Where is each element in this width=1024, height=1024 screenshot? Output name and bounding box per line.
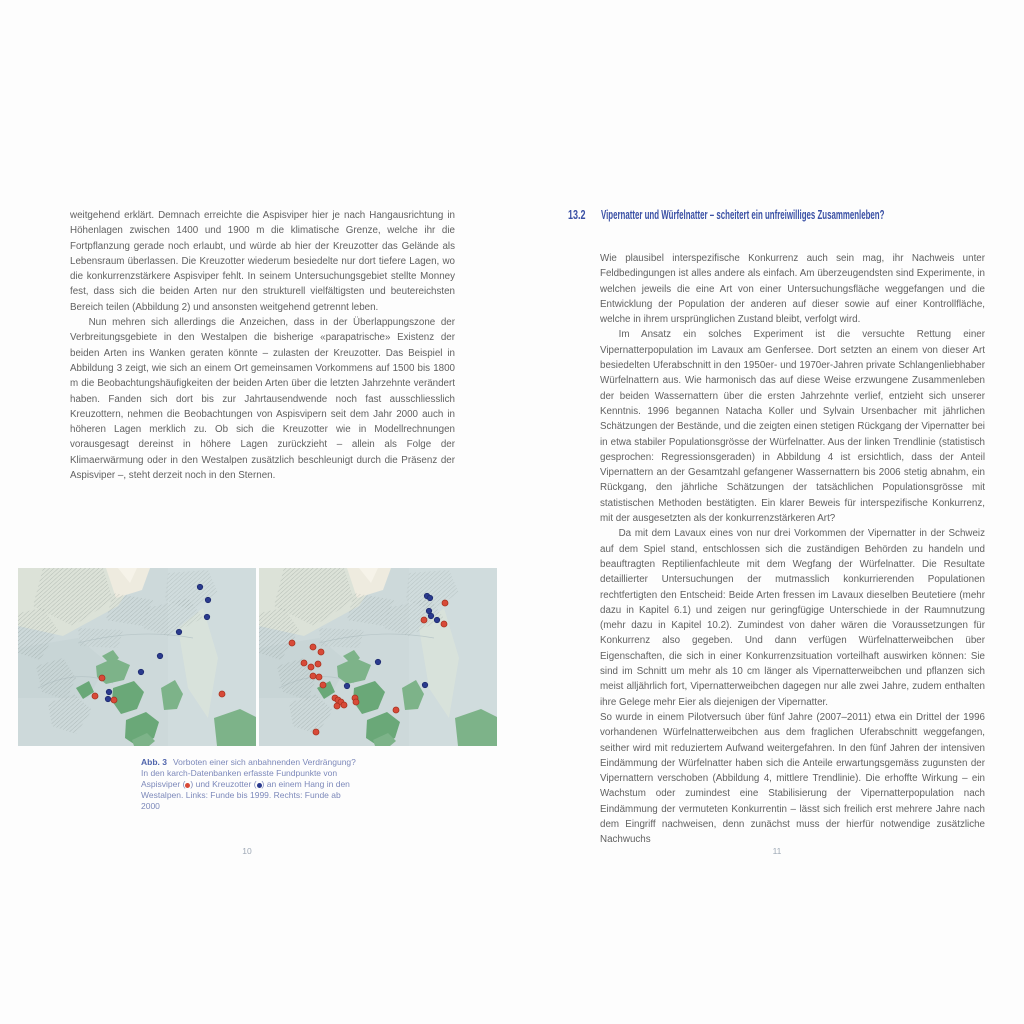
aspisviper-find-dot — [442, 600, 448, 606]
aspisviper-find-dot — [393, 707, 399, 713]
kreuzotter-find-dot — [422, 682, 427, 687]
aspisviper-find-dot — [353, 699, 359, 705]
kreuzotter-find-dot — [105, 696, 110, 701]
aspisviper-find-dot — [320, 682, 326, 688]
kreuzotter-find-dot — [205, 597, 210, 602]
aspisviper-find-dot — [421, 617, 427, 623]
page-number-right: 11 — [772, 846, 782, 856]
section-title: Vipernatter und Würfelnatter – scheitert ein unfreiwilliges Zusammenleben? — [601, 208, 885, 222]
aspisviper-find-dot — [334, 703, 340, 709]
aspisviper-find-dot — [318, 649, 324, 655]
kreuzotter-find-dot — [106, 689, 111, 694]
aspisviper-find-dot — [99, 675, 105, 681]
figure-caption-text-1: Vorboten einer sich anbahnenden Verdrängung? In den karch-Datenbanken erfasste Fundpunkte von Aspisviper ( — [141, 757, 356, 789]
aspisviper-find-dot — [111, 697, 117, 703]
page-number-left: 10 — [242, 846, 252, 856]
paragraph: So wurde in einem Pilotversuch über fünf Jahre (2007–2011) etwa ein Drittel der 1996 vorhandenen Würfelnatterweibchen aus dem fraglichen Uferabschnitt weggefangen, seither wird mit reduziertem Aufwand weitergefahren. In den fünf Jahren der intensiven Eindämmung der Würfelnatter haben sich die Anteile erwartungsgemäss zugunsten der Vipernattern verschoben (Abbildung 4, mittlere Trendlinie). Die erhoffte Wirkung – ein Wachstum oder zumindest eine Stabilisierung der Vipernatterpopulation nach Eindämmung der vermuteten Konkurrentin – lässt sich freilich erst mehrere Jahre nach dem Eingriff nachweisen, denn zunächst muss der hierfür notwendige zusätzliche Nachwuchs — [600, 711, 985, 846]
kreuzotter-find-dot — [176, 629, 181, 634]
aspisviper-find-dot — [310, 644, 316, 650]
paragraph: Im Ansatz ein solches Experiment ist die versuchte Rettung einer Vipernatterpopulation im Lavaux am Genfersee. Dort setzten an einem von dieser Art besiedelten Uferabschnitt in den 1950er- und 1970er-Jahren private Schlangenliebhaber Würfelnattern aus. Wie harmonisch das auf diese Weise erzwungene Zusammenleben der beiden Wassernattern über die ersten Jahrzehnte verlief, entzieht sich unserer Kenntnis. 1996 begannen Natacha Koller und Sylvain Ursenbacher mit jährlichen Schätzungen der Bestände, und die zeigten einen stetigen Rückgang der Vipernatter bei in etwa stabiler Populationsgrösse der Würfelnatter. Aus der linken Trendlinie (statistisch gesprochen: Regressionsgeraden) in Abbildung 4 ist ersichtlich, dass der Anteil Vipernattern an der Gesamtzahl gefangener Wassernattern bis 2006 stetig abnahm, ein Rückgang, den jährliche Schätzungen der tatsächlichen Populationsgrösse mit statistischen Methoden bestätigten. Ein klarer Beweis für interspezifische Konkurrenz, mit der ausgesetzten als der konkurrenzstärkeren Art? — [600, 329, 985, 525]
kreuzotter-find-dot — [204, 614, 209, 619]
kreuzotter-find-dot — [427, 595, 432, 600]
section-number: 13.2 — [568, 208, 586, 222]
left-page-text-column — [70, 208, 455, 483]
aspisviper-find-dot — [289, 640, 295, 646]
aspisviper-find-dot — [313, 729, 319, 735]
aspisviper-find-dot — [315, 661, 321, 667]
aspisviper-find-dot — [341, 702, 347, 708]
aspisviper-find-dot — [316, 674, 322, 680]
aspisviper-find-dot — [441, 621, 447, 627]
aspisviper-find-dot — [308, 664, 314, 670]
paragraph: Wie plausibel interspezifische Konkurrenz auch sein mag, ihr Nachweis unter Feldbedingungen ist alles andere als einfach. Am überzeugendsten sind Experimente, in welchen jeweils die eine Art von einer Untersuchungsfläche weggefangen und die Entwicklung der Population der anderen auf dieser sowie auf einer Kontrollfläche, welche in ihrem ursprünglichen Zustand bleibt, verfolgt wird. — [600, 253, 985, 326]
map-figure-right-funde-ab-2000 — [259, 568, 497, 746]
kreuzotter-find-dot — [157, 653, 162, 658]
kreuzotter-find-dot — [138, 669, 143, 674]
right-page-text-column — [600, 251, 985, 848]
aspisviper-find-dot — [92, 693, 98, 699]
aspisviper-find-dot — [310, 673, 316, 679]
figure-caption-text-2: ) und Kreuzotter ( — [190, 779, 257, 789]
kreuzotter-find-dot — [197, 584, 202, 589]
kreuzotter-find-dot — [428, 613, 433, 618]
kreuzotter-find-dot — [426, 608, 431, 613]
paragraph: Da mit dem Lavaux eines von nur drei Vorkommen der Vipernatter in der Schweiz auf dem Spiel stand, entschlossen sich die zuständigen Behörden zu handeln und beauftragten Reptilienfachleute mit dem Wegfang der Würfelnatter. Die Resultate detaillierter Untersuchungen der mutmasslich konkurrierenden Populationen rechtfertigten den Entscheid: Beide Arten fressen im Lavaux dieselben Beutetiere (mehr dazu in Kapitel 6.1) und zeigen nur geringfügige Unterschiede in der Raumnutzung (mehr dazu in Kapitel 10.2). Zumindest von daher wären die Voraussetzungen für Konkurrenz also gegeben. Und dann verfügen Würfelnatterweibchen über Eigenschaften, die sich in einer Konkurrenzsituation vorteilhaft auswirken können: Sie sind im Schnitt um mehr als 10 cm länger als Vipernatterweibchen und pflanzen sich meist alljährlich fort, Vipernatterweibchen dagegen nur alle zwei Jahre, zudem enthalten ihre Gelege mehr Eier als diejenigen der Vipernatter. — [600, 528, 985, 708]
aspisviper-find-dot — [219, 691, 225, 697]
figure-caption-label: Abb. 3 — [141, 757, 167, 767]
paragraph: Nun mehren sich allerdings die Anzeichen, dass in der Überlappungszone der Verbreitungsgebiete in den Westalpen die bisherige «parapatrische» Existenz der beiden Arten ins Wanken geraten könnte – zulasten der Kreuzotter. Das Beispiel in Abbildung 3 zeigt, wie sich an einem Ort gemeinsamen Vorkommens auf 1500 bis 1800 m die Beobachtungshäufigkeiten der beiden Arten über die letzten Jahrzehnte verändert haben. Fanden sich dort bis zur Jahrtausendwende noch fast ausschliesslich Kreuzottern, nehmen die Beobachtungen von Aspisvipern seit dem Jahr 2000 auch in höheren Lagen merklich zu. Ob sich die Kreuzotter wie in Modellrechnungen vorausgesagt dereinst in höhere Lagen zurückzieht – allein als Folge der Klimaerwärmung oder in den Westalpen zusätzlich beschleunigt durch die Präsenz der Aspisviper –, steht derzeit noch in den Sternen. — [70, 317, 455, 482]
kreuzotter-find-dot — [344, 683, 349, 688]
kreuzotter-find-dot — [434, 617, 439, 622]
figure-caption-text-3: ) an einem Hang in den Westalpen. Links: Funde bis 1999. Rechts: Funde ab 2000 — [141, 779, 350, 811]
map-figure-left-funde-bis-1999 — [18, 568, 256, 746]
aspisviper-find-dot — [301, 660, 307, 666]
paragraph: weitgehend erklärt. Demnach erreichte die Aspisviper hier je nach Hangausrichtung in Höhenlagen zwischen 1400 und 1900 m die klimatische Grenze, welche ihr die Fortpflanzung gerade noch erlaubt, und würde ab hier der Kreuzotter das Gelände als Lebensraum überlassen. Die Kreuzotter wiederum besiedelte nur dort tiefere Lagen, wo die konkurrenzstärkere Aspisviper fehlt. In seinem Untersuchungsgebiet stellte Monney fest, dass sich die beiden Arten nur den strukturell vielfältigsten und beutereichsten Bereich teilen (Abbildung 2) und ansonsten weitgehend getrennt leben. — [70, 210, 455, 313]
figure-caption — [141, 757, 357, 812]
kreuzotter-find-dot — [375, 659, 380, 664]
